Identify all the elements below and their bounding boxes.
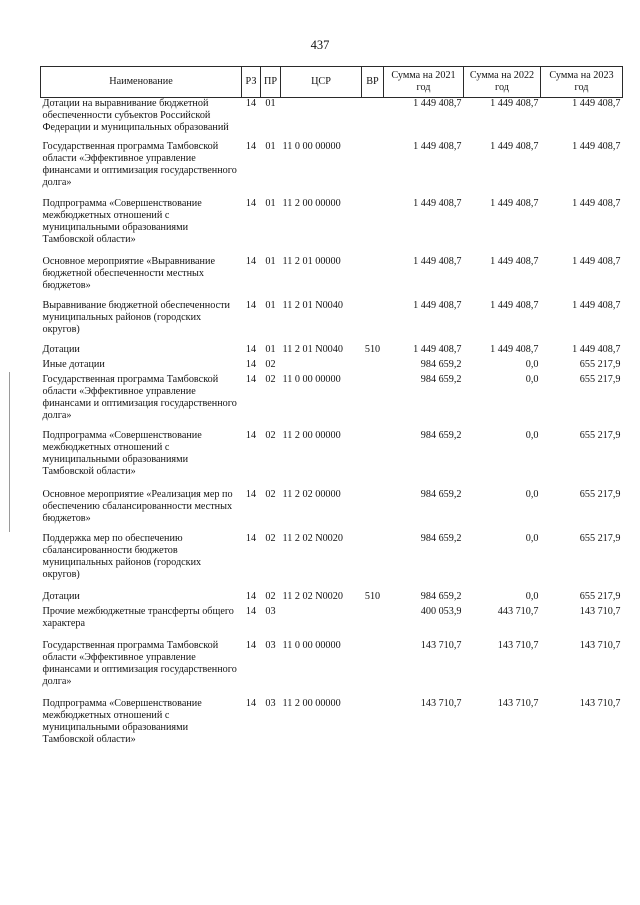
cell-rz: 14 [245,430,257,441]
cell-csr: 11 2 00 00000 [282,430,341,441]
cell-sum-2022: 1 449 408,7 [490,198,539,209]
cell-csr [281,606,362,640]
cell-rz: 14 [245,359,257,370]
cell-vr [362,359,384,374]
cell-sum-2021: 984 659,2 [420,591,462,602]
column-header-rz: РЗ [242,67,261,98]
cell-sum-2022: 1 449 408,7 [490,344,539,355]
cell-pr: 03 [265,640,276,651]
cell-sum-2021: 1 449 408,7 [413,198,462,209]
cell-csr [281,359,362,374]
cell-sum-2023: 1 449 408,7 [572,98,621,109]
cell-sum-2022: 0,0 [525,591,539,602]
cell-vr [362,698,384,754]
column-header-vr: ВР [362,67,384,98]
cell-pr: 02 [265,430,276,441]
cell-rz: 14 [245,640,257,651]
cell-rz: 14 [245,533,257,544]
cell-sum-2023: 1 449 408,7 [572,141,621,152]
cell-csr: 11 2 02 N0020 [282,533,343,544]
cell-rz: 14 [245,489,257,500]
cell-name: Прочие межбюджетные трансферты общего характера [42,606,234,629]
cell-csr: 11 2 00 00000 [282,698,341,709]
cell-vr [362,533,384,591]
cell-name: Дотации на выравнивание бюджетной обеспеченности субъектов Российской Федерации и муниципальных образований [42,98,229,133]
cell-vr [362,606,384,640]
cell-rz: 14 [245,256,257,267]
table-row [41,533,623,591]
cell-pr: 03 [265,606,276,617]
column-header-csr: ЦСР [281,67,362,98]
cell-sum-2022: 443 710,7 [497,606,539,617]
column-header-name: Наименование [41,67,242,98]
cell-sum-2021: 984 659,2 [420,489,462,500]
cell-vr [362,141,384,198]
cell-pr: 03 [265,698,276,709]
cell-sum-2021: 984 659,2 [420,359,462,370]
cell-sum-2023: 655 217,9 [579,533,621,544]
cell-vr: 510 [364,591,381,602]
table-body [41,98,623,755]
cell-sum-2022: 0,0 [525,359,539,370]
cell-pr: 01 [265,344,276,355]
cell-rz: 14 [245,141,257,152]
cell-sum-2022: 0,0 [525,489,539,500]
cell-sum-2023: 143 710,7 [579,606,621,617]
cell-rz: 14 [245,198,257,209]
cell-pr: 02 [265,374,276,385]
cell-sum-2021: 984 659,2 [420,374,462,385]
cell-sum-2021: 1 449 408,7 [413,98,462,109]
cell-name: Подпрограмма «Совершенствование межбюджетных отношений с муниципальными образованиями Тамбовской области» [42,430,202,477]
cell-rz: 14 [245,374,257,385]
table-row [41,256,623,300]
cell-pr: 02 [265,489,276,500]
cell-sum-2023: 655 217,9 [579,591,621,602]
table-row [41,359,623,374]
cell-sum-2022: 1 449 408,7 [490,141,539,152]
table-row [41,591,623,606]
cell-pr: 01 [265,300,276,311]
table-row [41,344,623,359]
cell-pr: 02 [265,359,276,370]
cell-vr [362,256,384,300]
cell-rz: 14 [245,300,257,311]
cell-sum-2022: 1 449 408,7 [490,300,539,311]
table-header-row [41,67,623,98]
cell-sum-2023: 1 449 408,7 [572,256,621,267]
cell-name: Подпрограмма «Совершенствование межбюджетных отношений с муниципальными образованиями Тамбовской области» [42,698,202,745]
cell-rz: 14 [245,606,257,617]
cell-csr: 11 0 00 00000 [282,374,341,385]
cell-sum-2023: 1 449 408,7 [572,198,621,209]
cell-sum-2021: 1 449 408,7 [413,256,462,267]
cell-sum-2021: 984 659,2 [420,430,462,441]
cell-name: Дотации [42,344,80,355]
column-header-2022: Сумма на 2022 год [464,67,541,98]
cell-csr: 11 2 01 00000 [282,256,341,267]
column-header-2023: Сумма на 2023 год [541,67,623,98]
cell-name: Основное мероприятие «Выравнивание бюджетной обеспеченности местных бюджетов» [42,256,215,291]
cell-vr [362,640,384,698]
cell-name: Подпрограмма «Совершенствование межбюджетных отношений с муниципальными образованиями Тамбовской области» [42,198,202,245]
cell-name: Государственная программа Тамбовской области «Эффективное управление финансами и оптимизация государственного долга» [42,141,237,188]
cell-rz: 14 [245,591,257,602]
cell-csr: 11 2 00 00000 [282,198,341,209]
cell-pr: 02 [265,533,276,544]
cell-vr: 510 [364,344,381,355]
cell-sum-2021: 1 449 408,7 [413,300,462,311]
cell-sum-2022: 143 710,7 [497,698,539,709]
cell-pr: 01 [265,256,276,267]
column-header-pr: ПР [261,67,281,98]
table-row [41,374,623,430]
cell-csr: 11 2 01 N0040 [282,300,343,311]
cell-name: Государственная программа Тамбовской области «Эффективное управление финансами и оптимизация государственного долга» [42,640,237,687]
cell-name: Поддержка мер по обеспечению сбалансированности бюджетов муниципальных районов (городских округов) [42,533,202,580]
cell-rz: 14 [245,98,257,109]
cell-vr [362,98,384,142]
cell-name: Дотации [42,591,80,602]
cell-vr [362,374,384,430]
table-row [41,198,623,256]
cell-pr: 02 [265,591,276,602]
cell-rz: 14 [245,344,257,355]
table-row [41,98,623,142]
cell-sum-2022: 1 449 408,7 [490,256,539,267]
cell-name: Иные дотации [42,359,105,370]
cell-name: Государственная программа Тамбовской области «Эффективное управление финансами и оптимизация государственного долга» [42,374,237,421]
cell-vr [362,430,384,489]
cell-sum-2023: 143 710,7 [579,698,621,709]
cell-sum-2023: 655 217,9 [579,359,621,370]
cell-csr: 11 0 00 00000 [282,141,341,152]
cell-sum-2023: 655 217,9 [579,374,621,385]
cell-sum-2021: 400 053,9 [420,606,462,617]
cell-csr: 11 2 02 N0020 [282,591,343,602]
cell-pr: 01 [265,198,276,209]
cell-sum-2021: 1 449 408,7 [413,344,462,355]
cell-sum-2021: 143 710,7 [420,640,462,651]
cell-vr [362,198,384,256]
cell-csr: 11 2 02 00000 [282,489,341,500]
cell-sum-2023: 655 217,9 [579,489,621,500]
cell-sum-2023: 143 710,7 [579,640,621,651]
cell-sum-2023: 655 217,9 [579,430,621,441]
cell-csr [281,98,362,142]
margin-mark [9,372,10,532]
cell-pr: 01 [265,98,276,109]
cell-name: Выравнивание бюджетной обеспеченности муниципальных районов (городских округов) [42,300,231,335]
cell-sum-2022: 0,0 [525,533,539,544]
column-header-2021: Сумма на 2021 год [384,67,464,98]
cell-sum-2022: 0,0 [525,374,539,385]
table-row [41,640,623,698]
page-number: 437 [310,38,330,52]
table-row [41,141,623,198]
cell-sum-2022: 1 449 408,7 [490,98,539,109]
cell-sum-2021: 1 449 408,7 [413,141,462,152]
cell-name: Основное мероприятие «Реализация мер по обеспечению сбалансированности местных бюджетов» [42,489,233,524]
table-row [41,489,623,533]
cell-sum-2023: 1 449 408,7 [572,300,621,311]
cell-pr: 01 [265,141,276,152]
cell-vr [362,300,384,344]
budget-table [40,66,623,754]
table-row [41,430,623,489]
table-row [41,698,623,754]
table-row [41,300,623,344]
cell-rz: 14 [245,698,257,709]
cell-csr: 11 2 01 N0040 [282,344,343,355]
cell-sum-2022: 143 710,7 [497,640,539,651]
cell-sum-2021: 984 659,2 [420,533,462,544]
cell-sum-2022: 0,0 [525,430,539,441]
table-row [41,606,623,640]
cell-csr: 11 0 00 00000 [282,640,341,651]
cell-sum-2023: 1 449 408,7 [572,344,621,355]
cell-sum-2021: 143 710,7 [420,698,462,709]
cell-vr [362,489,384,533]
